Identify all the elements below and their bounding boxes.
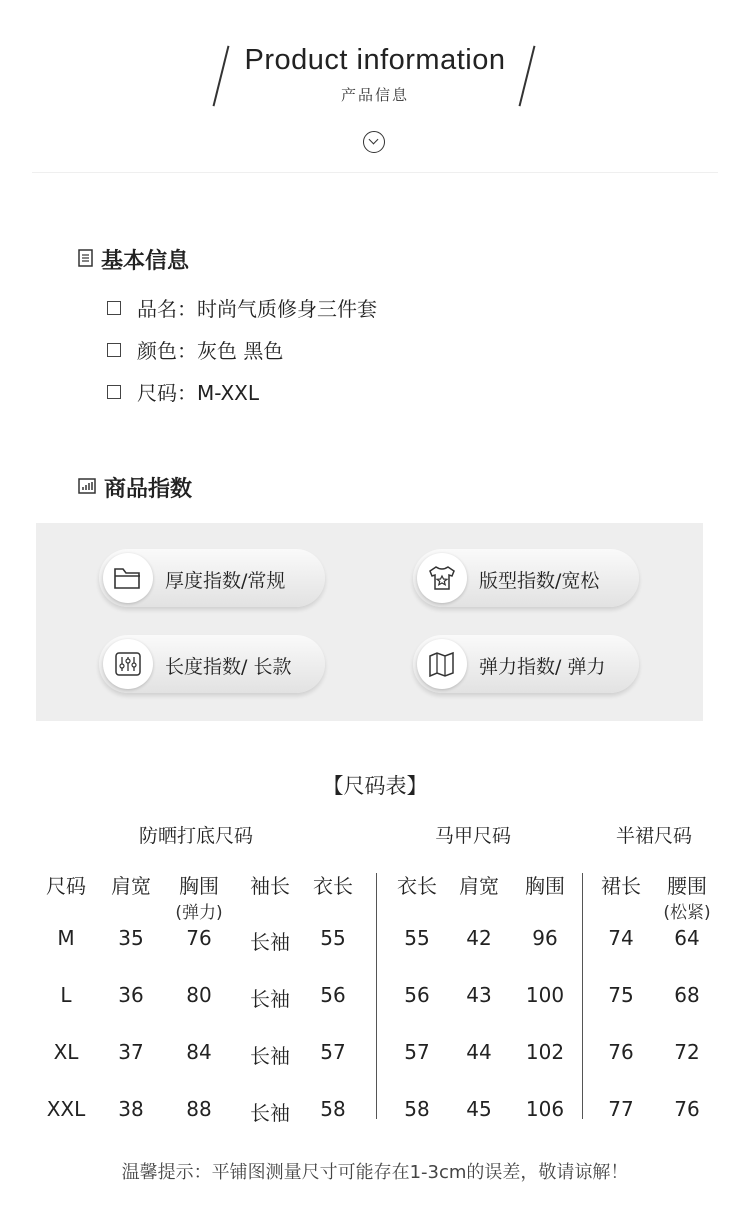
table-cell: XXL xyxy=(46,1097,86,1121)
page-subtitle: 产品信息 xyxy=(340,86,409,104)
table-cell: 76 xyxy=(608,1040,634,1064)
table-cell: 80 xyxy=(186,983,212,1007)
basic-info-title: 基本信息 xyxy=(101,249,190,274)
table-cell: 56 xyxy=(320,983,346,1007)
column-subheader: (松紧) xyxy=(663,903,711,923)
table-cell: 55 xyxy=(404,926,430,950)
table-cell: 长袖 xyxy=(250,1044,290,1068)
column-subheader: (弹力) xyxy=(175,903,223,923)
table-cell: 72 xyxy=(674,1040,700,1064)
table-cell: 38 xyxy=(118,1097,144,1121)
column-header: 袖长 xyxy=(250,874,290,898)
table-cell: 88 xyxy=(186,1097,212,1121)
table-cell: 36 xyxy=(118,983,144,1007)
table-cell: 58 xyxy=(404,1097,430,1121)
table-cell: 100 xyxy=(525,983,565,1007)
index-heading xyxy=(78,472,192,503)
table-cell: M xyxy=(57,926,75,950)
table-cell: 43 xyxy=(466,983,492,1007)
header-divider xyxy=(32,172,718,173)
table-cell: 57 xyxy=(320,1040,346,1064)
checkbox-icon xyxy=(107,385,121,399)
column-header: 胸围 xyxy=(179,874,219,898)
document-icon xyxy=(78,249,93,271)
table-cell: 长袖 xyxy=(250,1101,290,1125)
table-cell: 57 xyxy=(404,1040,430,1064)
table-cell: 64 xyxy=(674,926,700,950)
group-header-top: 防晒打底尺码 xyxy=(138,825,253,847)
size-table-title: 【尺码表】 xyxy=(322,774,428,798)
index-pill-label: 弹力指数/ 弹力 xyxy=(479,656,606,678)
table-cell: 76 xyxy=(186,926,212,950)
table-cell: 45 xyxy=(466,1097,492,1121)
tshirt-star-icon xyxy=(417,553,467,603)
table-cell: 106 xyxy=(525,1097,565,1121)
info-item-label: 颜色：灰色 黑色 xyxy=(137,339,284,363)
column-header: 尺码 xyxy=(46,874,86,898)
folder-icon xyxy=(103,553,153,603)
table-cell: 长袖 xyxy=(250,987,290,1011)
column-header: 衣长 xyxy=(313,874,353,898)
table-cell: 44 xyxy=(466,1040,492,1064)
info-item-label: 尺码：M-XXL xyxy=(137,381,260,405)
column-header: 胸围 xyxy=(525,874,565,898)
info-item-size xyxy=(107,377,259,406)
table-cell: L xyxy=(60,983,72,1007)
table-cell: 84 xyxy=(186,1040,212,1064)
table-cell: 74 xyxy=(608,926,634,950)
table-divider xyxy=(376,873,377,1119)
table-cell: 42 xyxy=(466,926,492,950)
measurement-note: 温馨提示：平铺图测量尺寸可能存在1-3cm的误差，敬请谅解！ xyxy=(121,1162,629,1183)
table-cell: 55 xyxy=(320,926,346,950)
info-item-color xyxy=(107,335,283,364)
column-header: 衣长 xyxy=(397,874,437,898)
index-pill-label: 长度指数/ 长款 xyxy=(165,656,292,678)
column-header: 裙长 xyxy=(601,874,641,898)
checkbox-icon xyxy=(107,343,121,357)
index-pill-elasticity xyxy=(413,635,639,693)
info-item-name xyxy=(107,293,377,322)
table-cell: 75 xyxy=(608,983,634,1007)
table-divider xyxy=(582,873,583,1119)
index-panel xyxy=(36,523,703,721)
column-header: 肩宽 xyxy=(459,874,499,898)
table-cell: 77 xyxy=(608,1097,634,1121)
table-cell: 68 xyxy=(674,983,700,1007)
info-item-label: 品名：时尚气质修身三件套 xyxy=(137,297,377,321)
index-pill-label: 版型指数/宽松 xyxy=(479,570,600,592)
table-cell: 76 xyxy=(674,1097,700,1121)
basic-info-heading xyxy=(78,244,189,275)
index-pill-fit xyxy=(413,549,639,607)
table-cell: 长袖 xyxy=(250,930,290,954)
table-cell: 58 xyxy=(320,1097,346,1121)
index-pill-label: 厚度指数/常规 xyxy=(165,570,286,592)
table-cell: 96 xyxy=(532,926,558,950)
column-header: 肩宽 xyxy=(111,874,151,898)
column-header: 腰围 xyxy=(667,874,707,898)
index-pill-thickness xyxy=(99,549,325,607)
bar-chart-icon xyxy=(78,478,96,498)
group-header-vest: 马甲尺码 xyxy=(434,825,511,847)
chevron-down-icon[interactable] xyxy=(363,131,385,153)
group-header-skirt: 半裙尺码 xyxy=(615,825,692,847)
table-cell: 35 xyxy=(118,926,144,950)
sliders-icon xyxy=(103,639,153,689)
index-pill-length xyxy=(99,635,325,693)
page-title: Product information xyxy=(244,44,506,76)
index-title: 商品指数 xyxy=(104,477,193,502)
map-icon xyxy=(417,639,467,689)
table-cell: 102 xyxy=(525,1040,565,1064)
table-cell: 37 xyxy=(118,1040,144,1064)
table-cell: XL xyxy=(53,1040,79,1064)
checkbox-icon xyxy=(107,301,121,315)
table-cell: 56 xyxy=(404,983,430,1007)
